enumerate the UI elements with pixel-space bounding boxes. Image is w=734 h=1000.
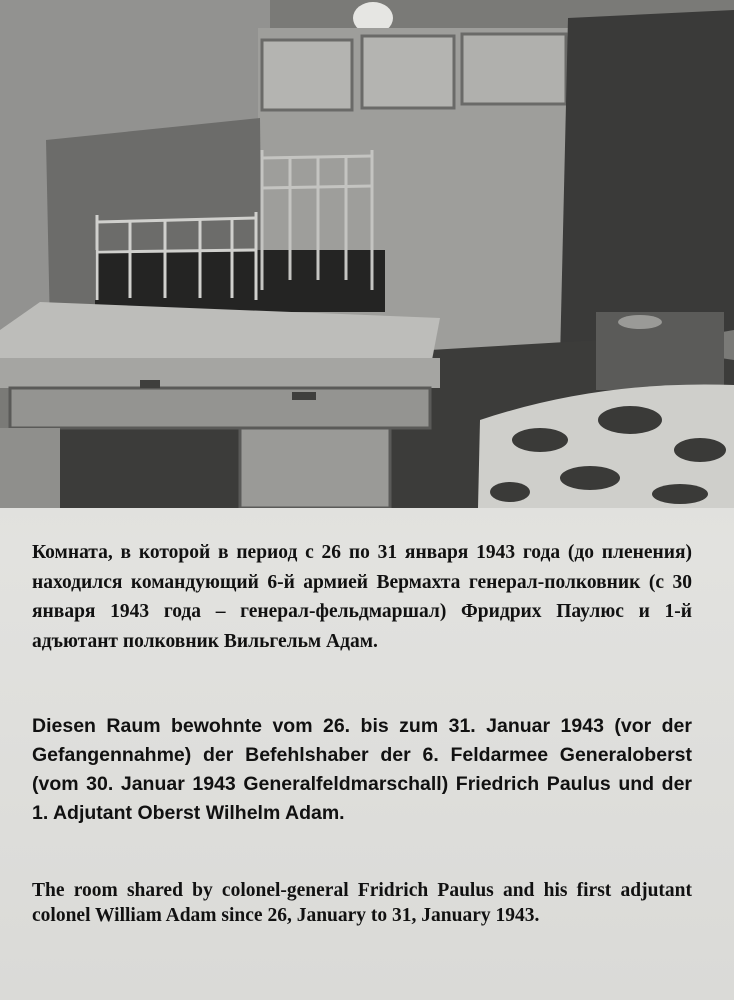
bed (95, 250, 385, 312)
curtain (560, 10, 734, 360)
drawer-handle (292, 392, 316, 400)
drawer-handle (140, 380, 160, 388)
caption-german: Diesen Raum bewohnte vom 26. bis zum 31. Januar 1943 (vor der Gefangennahme) der Befehlshaber der 6. Feldarmee Generaloberst (vom 30. Januar 1943 Generalfeldmarschall) Friedrich Paulus und der 1. Adjutant Oberst Wilhelm Adam. (32, 715, 692, 824)
wardrobe-panel-right (462, 34, 566, 104)
basin (618, 315, 662, 329)
wardrobe-panel-left (262, 40, 352, 110)
desk-leg (0, 428, 60, 508)
caption-english: The room shared by colonel-general Fridrich Paulus and his first adjutant colonel William Adam since 26, January to 31, January 1943. (32, 880, 692, 926)
desk-pedestal (240, 428, 390, 508)
desk-drawers (10, 388, 430, 428)
desk-front-edge (0, 358, 440, 388)
wardrobe-panel-middle (362, 36, 454, 108)
caption-russian: Комната, в которой в период с 26 по 31 января 1943 года (до пленения) находился командующий 6-й армией Вермахта генерал-полковник (с 30 января 1943 года – генерал-фельдмаршал) Фридрих Паулюс и 1-й адъютант полковник Вильгельм Адам. (32, 542, 692, 652)
